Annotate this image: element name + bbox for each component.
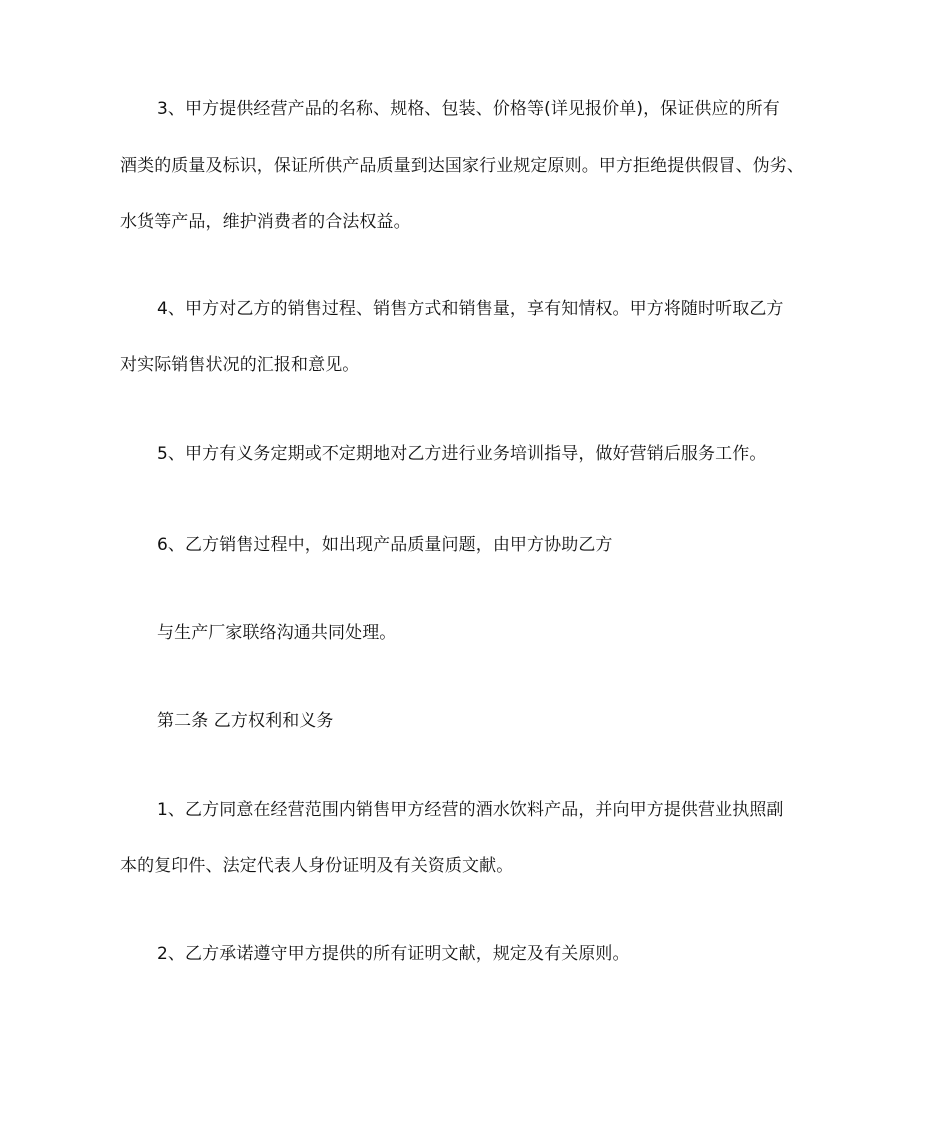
- paragraph-line: 酒类的质量及标识，保证所供产品质量到达国家行业规定原则。甲方拒绝提供假冒、伪劣、: [120, 156, 804, 176]
- section-heading: 第二条 乙方权利和义务: [157, 711, 334, 731]
- paragraph-line: 5、甲方有义务定期或不定期地对乙方进行业务培训指导，做好营销后服务工作。: [157, 444, 767, 464]
- paragraph-line: 水货等产品，维护消费者的合法权益。: [120, 212, 411, 232]
- paragraph-line: 6、乙方销售过程中，如出现产品质量问题，由甲方协助乙方: [157, 535, 613, 555]
- paragraph-line: 2、乙方承诺遵守甲方提供的所有证明文献，规定及有关原则。: [157, 944, 630, 964]
- paragraph-line: 本的复印件、法定代表人身份证明及有关资质文献。: [120, 856, 514, 876]
- paragraph-line: 对实际销售状况的汇报和意见。: [120, 355, 360, 375]
- paragraph-line: 与生产厂家联络沟通共同处理。: [157, 623, 397, 643]
- paragraph-line: 4、甲方对乙方的销售过程、销售方式和销售量，享有知情权。甲方将随时听取乙方: [157, 299, 784, 319]
- paragraph-line: 1、乙方同意在经营范围内销售甲方经营的酒水饮料产品，并向甲方提供营业执照副: [157, 800, 784, 820]
- paragraph-line: 3、甲方提供经营产品的名称、规格、包装、价格等(详见报价单)，保证供应的所有: [157, 99, 780, 119]
